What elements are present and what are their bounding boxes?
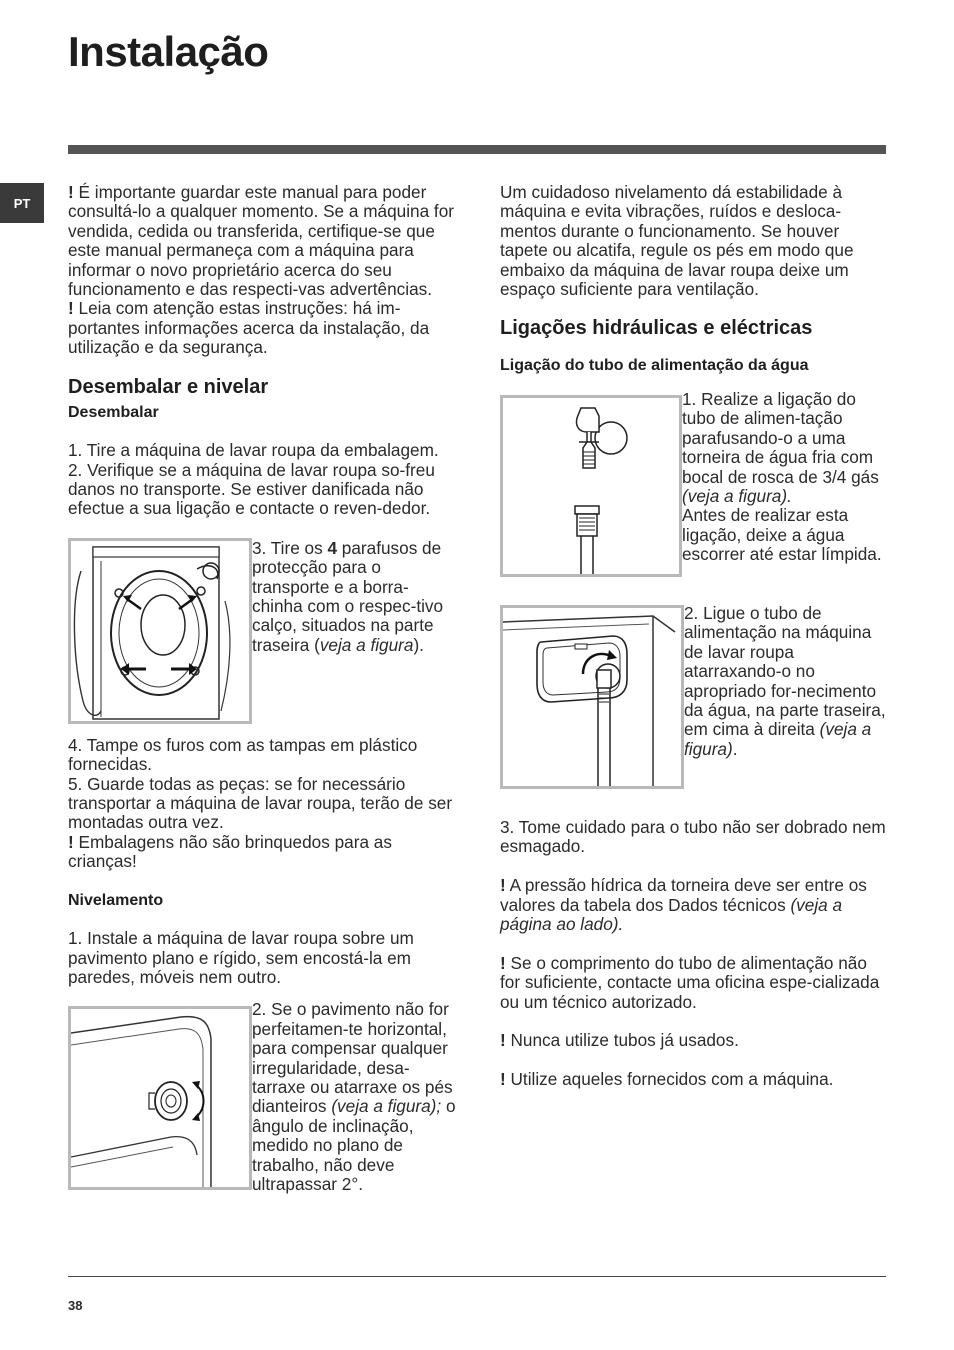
warning-mark: ! xyxy=(68,182,74,202)
screw-count: 4 xyxy=(327,537,338,558)
figure-row-feet xyxy=(68,999,458,1194)
step3-text-b: parafusos de protecção para o transporte e a borra-chinha com o respec-tivo calço, situados na parte traseira ( xyxy=(252,537,444,655)
intro-text-2: Leia com atenção estas instruções: há im-portantes informações acerca da instalação, da utilização e da segurança. xyxy=(68,298,430,358)
leveling-paragraph: Um cuidadoso nivelamento dá estabilidade à máquina e evita vibrações, ruídos e desloca-mentos durante o funcionamento. Se houver tapete ou alcatifa, regule os pés em modo que embaixo da máquina de lavar roupa deixe um espaço suficiente para ventilação. xyxy=(500,182,854,300)
page-number: 38 xyxy=(68,1298,83,1313)
unpack-warning xyxy=(68,833,458,872)
page-title: Instalação xyxy=(68,28,269,75)
step3-text-c: ). xyxy=(413,634,424,655)
machine-foot-figure xyxy=(68,1006,252,1190)
intro-text-1: É importante guardar este manual para poder consultá-lo a qualquer momento. Se a máquina for vendida, cedida ou transferida, certifique-se que este manual permaneça com a máquina para informar o novo proprietário acerca do seu funcionamento e das respecti-vas advertências. xyxy=(68,182,454,300)
step3-text-a: 3. Tire os xyxy=(252,537,328,558)
step2-figure-ref: (veja a figura) xyxy=(684,719,872,759)
unpack-warning-text: Embalagens não são brinquedos para as crianças! xyxy=(68,831,392,872)
figure-row-inlet xyxy=(500,602,890,789)
hose-length-warning-text: Se o comprimento do tubo de alimentação não for suficiente, contacte uma oficina espe-cializada ou um técnico autorizado. xyxy=(500,952,880,1012)
step2-text-a: 2. Ligue o tubo de alimentação na máquina de lavar roupa atarraxando-o no apropriado for-necimento da água, na parte traseira, em cima à direita xyxy=(684,602,886,740)
figure-row-screws xyxy=(68,538,458,724)
step1-text-a: 1. Realize a ligação do tubo de alimen-tação parafusando-o a uma torneira de água fria com bocal de rosca de 3/4 gás xyxy=(682,388,879,487)
unpack-step-1: 1. Tire a máquina de lavar roupa da embalagem. xyxy=(68,440,439,461)
water-step-1 xyxy=(682,390,890,565)
tap-hose-illustration xyxy=(503,398,679,574)
used-hose-warning xyxy=(500,1031,890,1050)
warning-mark: ! xyxy=(500,1030,506,1051)
step2-text-b: . xyxy=(732,738,738,759)
warning-mark: ! xyxy=(68,298,74,319)
unpack-step-2: 2. Verifique se a máquina de lavar roupa so-freu danos no transporte. Se estiver danificada não efectue a sua ligação e contacte o reven-dedor. xyxy=(68,459,435,519)
inlet-figure xyxy=(500,605,684,789)
intro-paragraph-2 xyxy=(68,299,458,357)
step1-figure-ref: (veja a figura). xyxy=(682,485,792,506)
level2-text-a: 2. Se o pavimento não for perfeitamen-te horizontal, para compensar qualquer irregularidade, desa-tarraxe ou atarraxe os pés dianteiros xyxy=(252,999,453,1117)
pressure-warning-ref: (veja a página ao lado). xyxy=(500,894,843,934)
used-hose-warning-text: Nunca utilize tubos já usados. xyxy=(510,1030,739,1051)
subheading-unpack: Desembalar xyxy=(68,403,159,421)
pressure-warning xyxy=(500,876,890,934)
machine-back-figure xyxy=(68,538,252,724)
level-step-2 xyxy=(252,1000,458,1194)
section-heading-unpack-level: Desembalar e nivelar xyxy=(68,375,269,398)
step1-text-b: Antes de realizar esta ligação, deixe a água escorrer até estar límpida. xyxy=(682,505,882,565)
right-column xyxy=(500,183,890,1090)
pressure-warning-text: A pressão hídrica da torneira deve ser entre os valores da tabela dos Dados técnicos xyxy=(500,875,867,915)
level2-text-b: o ângulo de inclinação, medido no plano de trabalho, não deve ultrapassar 2°. xyxy=(252,1096,456,1194)
supplied-hose-note-text: Utilize aqueles fornecidos com a máquina. xyxy=(510,1069,834,1090)
warning-mark: ! xyxy=(500,952,506,973)
warning-mark: ! xyxy=(500,1069,506,1090)
level2-figure-ref: (veja a figura); xyxy=(331,1096,442,1117)
unpack-step-5: 5. Guarde todas as peças: se for necessário transportar a máquina de lavar roupa, terão de ser montadas outra vez. xyxy=(68,773,453,833)
supplied-hose-note xyxy=(500,1070,890,1089)
left-column xyxy=(68,183,458,1194)
subheading-water-supply: Ligação do tubo de alimentação da água xyxy=(500,357,809,375)
figure-row-tap xyxy=(500,388,890,577)
machine-back-illustration xyxy=(71,541,249,721)
subheading-leveling: Nivelamento xyxy=(68,891,164,909)
unpack-step-4: 4. Tampe os furos com as tampas em plástico fornecidas. xyxy=(68,734,418,775)
intro-paragraph-1 xyxy=(68,183,458,299)
inlet-hose-illustration xyxy=(503,608,681,786)
language-tab: PT xyxy=(0,183,44,223)
footer-rule xyxy=(68,1276,886,1277)
warning-mark: ! xyxy=(68,831,74,852)
water-step-2 xyxy=(684,604,890,759)
step3-figure-ref: veja a figura xyxy=(319,634,414,655)
tap-figure xyxy=(500,395,682,577)
header-rule xyxy=(68,145,886,154)
warning-mark: ! xyxy=(500,875,506,896)
machine-foot-illustration xyxy=(71,1009,249,1187)
hose-length-warning xyxy=(500,954,890,1012)
section-heading-connections: Ligações hidráulicas e eléctricas xyxy=(500,317,813,340)
water-step-3: 3. Tome cuidado para o tubo não ser dobrado nem esmagado. xyxy=(500,816,886,857)
level-step-1: 1. Instale a máquina de lavar roupa sobre um pavimento plano e rígido, sem encostá-la em paredes, móveis nem outro. xyxy=(68,928,414,987)
unpack-step-3 xyxy=(252,539,458,655)
